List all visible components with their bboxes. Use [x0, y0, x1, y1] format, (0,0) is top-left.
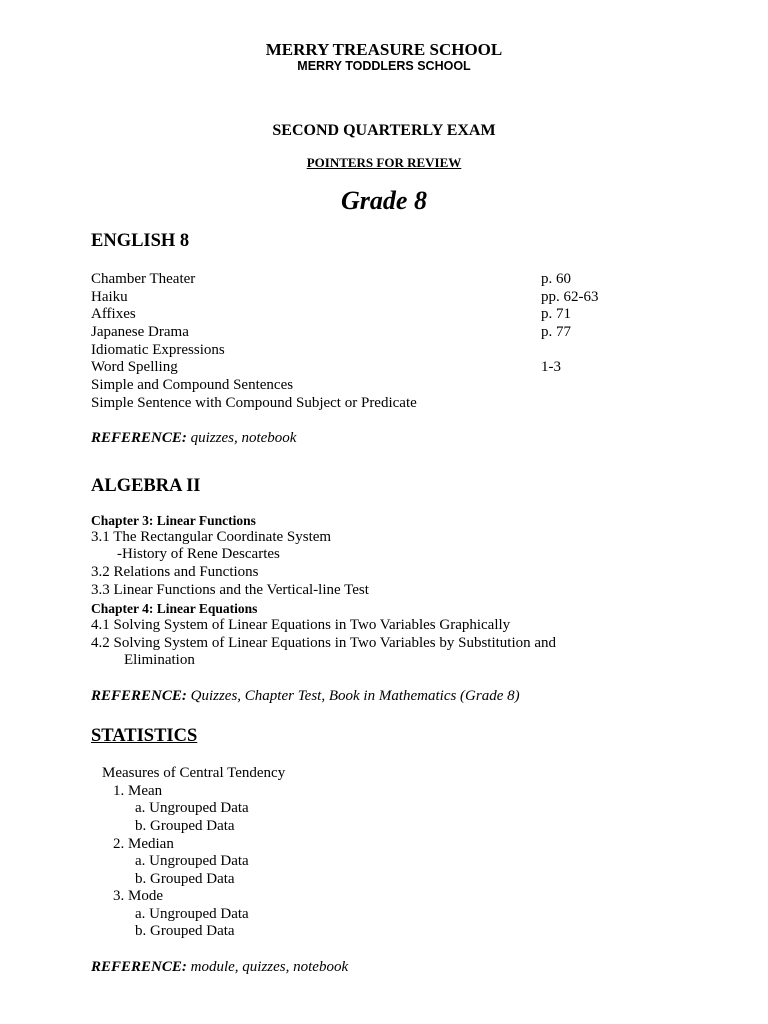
algebra-item: 3.2 Relations and Functions [91, 564, 259, 580]
statistics-subitem: b. Grouped Data [135, 923, 235, 939]
algebra-item: 4.2 Solving System of Linear Equations in Two Variables by Substitution and [91, 635, 557, 651]
english-topic: Chamber Theater [91, 271, 196, 287]
reference-text: module, quizzes, notebook [186, 959, 349, 975]
algebra-item: 3.1 The Rectangular Coordinate System [91, 529, 332, 545]
statistics-subitem: b. Grouped Data [135, 818, 235, 834]
algebra-item: 4.1 Solving System of Linear Equations in Two Variables Graphically [91, 617, 511, 633]
statistics-heading: STATISTICS [91, 726, 198, 746]
school-name: MERRY TREASURE SCHOOL [265, 40, 503, 59]
statistics-subitem: a. Ungrouped Data [135, 800, 249, 816]
statistics-item: 1. Mean [113, 783, 163, 799]
chapter-3-title: Chapter 3: Linear Functions [91, 513, 256, 528]
english-page-ref: pp. 62-63 [541, 289, 599, 305]
english-page-ref: p. 77 [541, 324, 571, 340]
statistics-subitem: a. Ungrouped Data [135, 853, 249, 869]
grade-title: Grade 8 [341, 186, 427, 215]
pointers-title: POINTERS FOR REVIEW [306, 155, 462, 170]
algebra-item: 3.3 Linear Functions and the Vertical-line Test [91, 582, 369, 598]
reference-label: REFERENCE: [91, 688, 187, 704]
english-page-ref: p. 71 [541, 306, 571, 322]
statistics-intro: Measures of Central Tendency [102, 765, 286, 781]
statistics-subitem: b. Grouped Data [135, 871, 235, 887]
statistics-reference [91, 959, 348, 977]
english-topic: Simple Sentence with Compound Subject or Predicate [91, 395, 417, 411]
english-reference [91, 430, 296, 448]
exam-title: SECOND QUARTERLY EXAM [272, 122, 496, 139]
english-page-ref: 1-3 [541, 359, 561, 375]
reference-label: REFERENCE: [91, 430, 187, 446]
reference-label: REFERENCE: [91, 959, 187, 975]
english-topic: Haiku [91, 289, 128, 305]
reference-text: quizzes, notebook [186, 430, 297, 446]
algebra-item: -History of Rene Descartes [117, 546, 280, 562]
chapter-4-title: Chapter 4: Linear Equations [91, 601, 258, 616]
reference-text: Quizzes, Chapter Test, Book in Mathematics (Grade 8) [186, 688, 520, 704]
english-topic: Affixes [91, 306, 136, 322]
english-topic: Japanese Drama [91, 324, 189, 340]
statistics-subitem: a. Ungrouped Data [135, 906, 249, 922]
english-page-ref: p. 60 [541, 271, 571, 287]
algebra-reference [91, 688, 520, 706]
english-heading: ENGLISH 8 [91, 231, 190, 251]
subschool-name: MERRY TODDLERS SCHOOL [297, 59, 471, 73]
statistics-item: 2. Median [113, 836, 174, 852]
english-topic: Word Spelling [91, 359, 178, 375]
english-topic: Simple and Compound Sentences [91, 377, 294, 393]
algebra-item: Elimination [124, 652, 195, 668]
algebra-heading: ALGEBRA II [91, 476, 201, 496]
english-topic: Idiomatic Expressions [91, 342, 225, 358]
statistics-item: 3. Mode [113, 888, 163, 904]
